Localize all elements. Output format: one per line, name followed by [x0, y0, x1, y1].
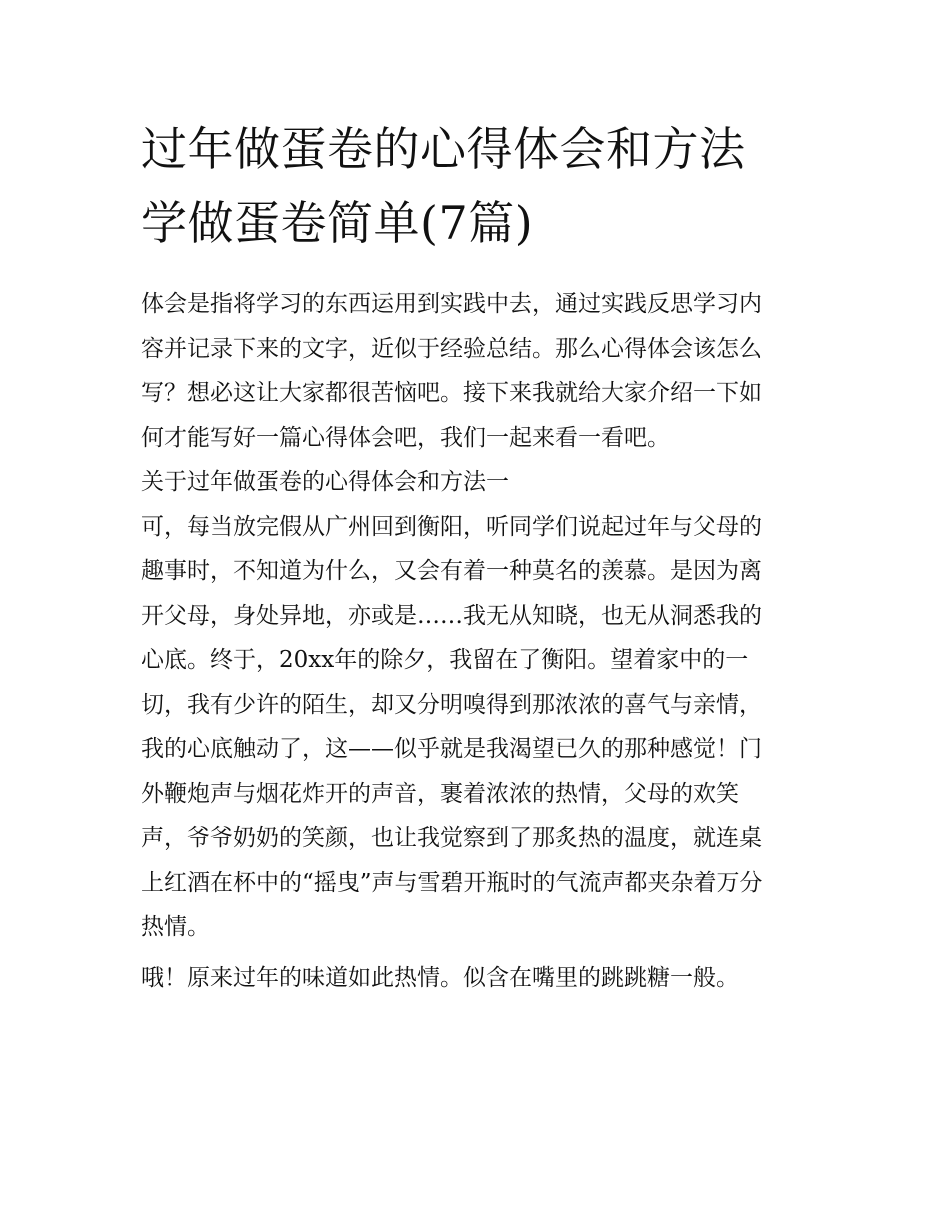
- intro-line: 容并记录下来的文字，近似于经验总结。那么心得体会该怎么: [141, 335, 762, 362]
- closing-line: 哦！原来过年的味道如此热情。似含在嘴里的跳跳糖一般。: [141, 964, 739, 991]
- section-heading: [141, 460, 813, 505]
- document-title: [141, 112, 813, 260]
- title-line: 过年做蛋卷的心得体会和方法: [141, 122, 746, 176]
- document-content: [141, 112, 813, 1000]
- section-line: 切，我有少许的陌生，却又分明嗅得到那浓浓的喜气与亲情，: [141, 691, 762, 718]
- intro-line: 体会是指将学习的东西运用到实践中去，通过实践反思学习内: [141, 291, 762, 317]
- section-paragraph: [141, 505, 813, 950]
- closing-paragraph: [141, 956, 813, 1001]
- intro-line: 写？想必这让大家都很苦恼吧。接下来我就给大家介绍一下如: [141, 380, 762, 406]
- section-line: 热情。: [141, 914, 210, 940]
- section-line: 心底。终于，20xx年的除夕，我留在了衡阳。望着家中的一: [141, 647, 749, 673]
- section-line: 趣事时，不知道为什么，又会有着一种莫名的羡慕。是因为离: [141, 558, 762, 584]
- title-line: 学做蛋卷简单(7篇): [141, 196, 534, 250]
- section-line: 我的心底触动了，这——似乎就是我渴望已久的那种感觉！门: [141, 736, 762, 762]
- document-body: [141, 282, 813, 1000]
- section-line: 可，每当放完假从广州回到衡阳，听同学们说起过年与父母的: [141, 513, 762, 540]
- intro-line: 何才能写好一篇心得体会吧，我们一起来看一看吧。: [141, 424, 670, 451]
- section-line: 开父母，身处异地，亦或是……我无从知晓，也无从洞悉我的: [141, 602, 762, 629]
- section-heading-text: 关于过年做蛋卷的心得体会和方法一: [141, 469, 509, 495]
- intro-paragraph: [141, 282, 813, 460]
- section-line: 上红酒在杯中的“摇曳”声与雪碧开瓶时的气流声都夹杂着万分: [141, 869, 763, 896]
- section-line: 声，爷爷奶奶的笑颜，也让我觉察到了那炙热的温度，就连桌: [141, 825, 762, 851]
- section-line: 外鞭炮声与烟花炸开的声音，裹着浓浓的热情，父母的欢笑: [141, 780, 739, 807]
